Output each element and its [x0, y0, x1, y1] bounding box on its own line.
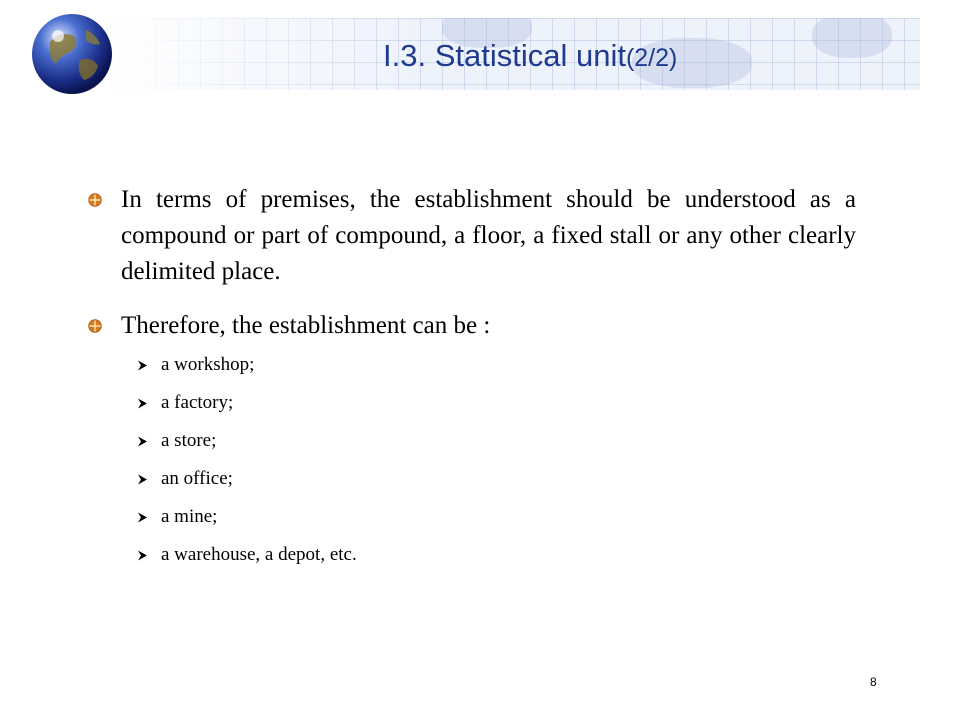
slide-content [88, 182, 856, 582]
list-item [88, 506, 856, 544]
globe-icon [30, 12, 114, 96]
bullet-text: Therefore, the establishment can be : [121, 312, 491, 339]
arrow-bullet-icon [136, 435, 149, 448]
arrow-bullet-icon [136, 473, 149, 486]
title-main: I.3. Statistical unit [383, 38, 626, 73]
list-item [88, 544, 856, 582]
bullet-item [88, 308, 856, 344]
sub-item-text: a store; [161, 430, 217, 451]
sub-item-text: a warehouse, a depot, etc. [161, 544, 357, 565]
diamond-bullet-icon [88, 319, 102, 333]
sub-list [88, 354, 856, 582]
arrow-bullet-icon [136, 511, 149, 524]
arrow-bullet-icon [136, 359, 149, 372]
page-number: 8 [870, 675, 877, 689]
diamond-bullet-icon [88, 193, 102, 207]
bullet-item [88, 182, 856, 290]
sub-item-text: an office; [161, 468, 233, 489]
title-suffix: (2/2) [625, 44, 678, 72]
list-item [88, 354, 856, 392]
sub-item-text: a workshop; [161, 354, 255, 375]
page-title [383, 40, 677, 71]
sub-item-text: a factory; [161, 392, 234, 413]
list-item [88, 430, 856, 468]
list-item [88, 468, 856, 506]
bullet-text: In terms of premises, the establishment should be understood as a compound or part of compound, a floor, a fixed stall or any other clearly delimited place. [121, 186, 856, 285]
sub-item-text: a mine; [161, 506, 218, 527]
list-item [88, 392, 856, 430]
arrow-bullet-icon [136, 549, 149, 562]
map-decoration [812, 18, 892, 58]
arrow-bullet-icon [136, 397, 149, 410]
